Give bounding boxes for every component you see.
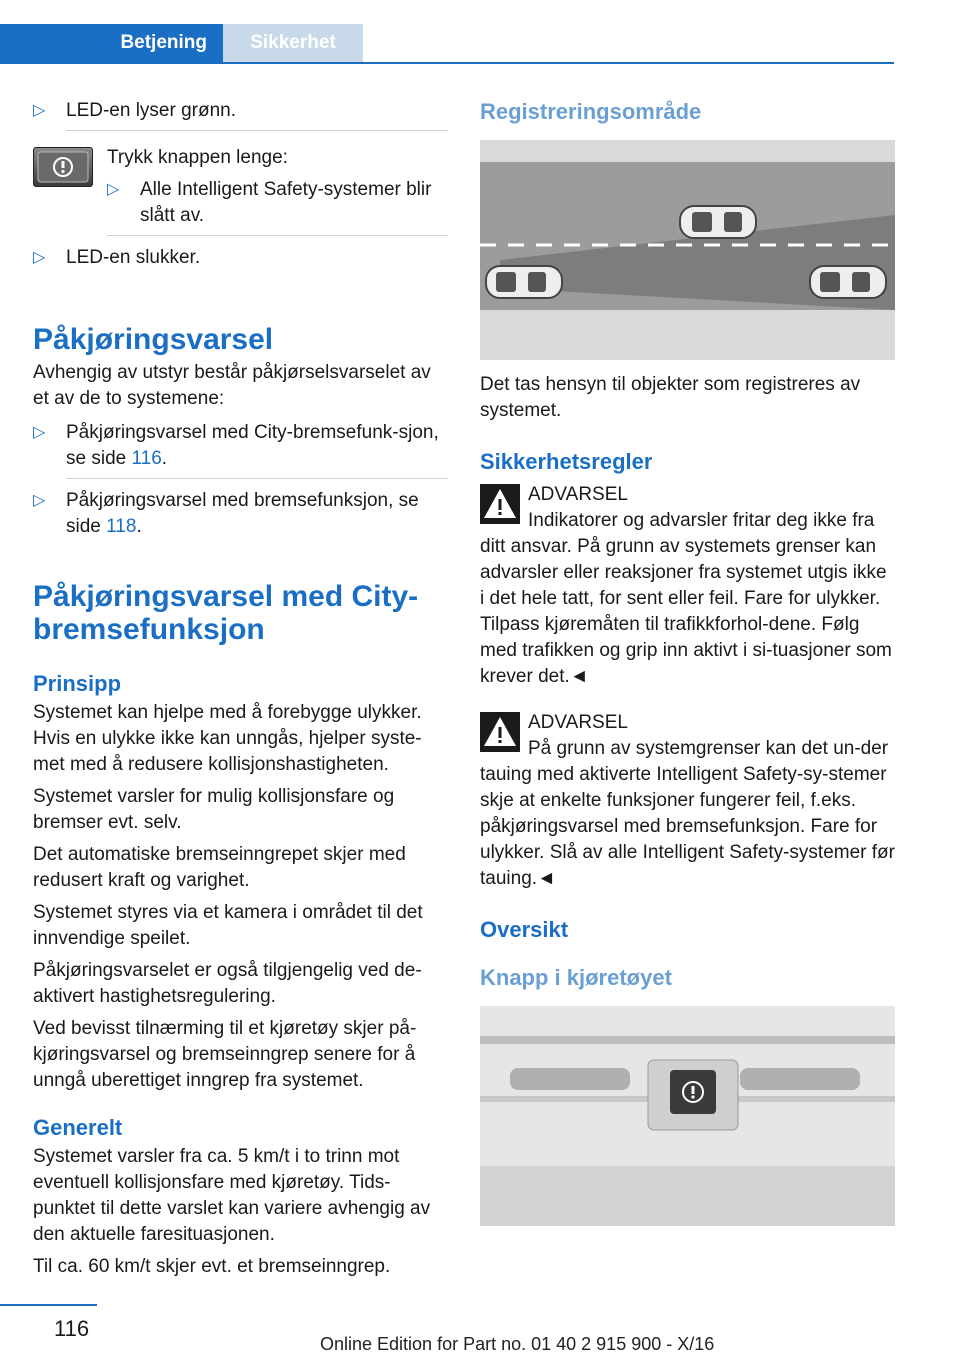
paragraph: Til ca. 60 km/t skjer evt. et bremseinngrep. (33, 1256, 391, 1277)
triangle-bullet-icon: ▷ (107, 181, 120, 198)
divider (66, 478, 448, 479)
car-detected-icon (810, 266, 886, 298)
safety-button-image (33, 147, 93, 187)
page-number: 116 (54, 1316, 90, 1341)
list-item: ▷ LED-en lyser grønn. (33, 98, 448, 124)
list-item: ▷ Alle Intelligent Safety-systemer blir slått av. (107, 179, 432, 226)
detection-area-figure (480, 140, 895, 360)
heading-button-in-vehicle: Knapp i kjøretøyet (480, 965, 672, 990)
warning-title: ADVARSEL (528, 712, 628, 733)
tab-sikkerhet[interactable]: Sikkerhet (223, 24, 363, 62)
intro-text: Avhengig av utstyr består påkjørselsvarselet av et av de to systemene: (33, 362, 431, 409)
triangle-bullet-icon: ▷ (33, 492, 46, 509)
page-link-116[interactable]: 116 (131, 448, 162, 469)
own-car-icon (486, 266, 562, 298)
warning-block (480, 482, 895, 508)
triangle-bullet-icon: ▷ (33, 102, 46, 119)
paragraph: Påkjøringsvarselet er også tilgjengelig ved de-aktivert hastighetsregulering. (33, 960, 422, 1007)
heading-detection-area: Registreringsområde (480, 99, 702, 124)
page-link-118[interactable]: 118 (106, 516, 137, 537)
warning-text: På grunn av systemgrenser kan det un-der tauing med aktiverte Intelligent Safety-sy-stemer skje at enkelte funksjoner fungerer feil, f.eks. påkjøringsvarsel med bremsefunksjon. Fare for ulykker. Slå av alle Intelligent Safety-systemer før tauing.◄ (480, 738, 895, 889)
car-ahead-icon (680, 206, 756, 238)
warning-block (480, 710, 895, 736)
vehicle-button-figure (480, 1006, 895, 1226)
press-long-text: Trykk knappen lenge: (107, 147, 288, 168)
warning-text: Indikatorer og advarsler fritar deg ikke fra ditt ansvar. På grunn av systemets grenser kan advarsler eller reaksjoner fra systemet utgis ikke i det hele tatt, for sent eller feil. Fare for ulykker. Tilpass kjøremåten til trafikkforhol-dene. Følg med trafikken og grip inn aktivt i si-tuasjoner som krever det.◄ (480, 510, 892, 687)
triangle-bullet-icon: ▷ (33, 249, 46, 266)
divider (107, 235, 448, 236)
left-column (33, 98, 448, 1280)
heading-safety-rules: Sikkerhetsregler (480, 449, 653, 474)
warning-triangle-icon (480, 484, 520, 524)
paragraph: Systemet varsler fra ca. 5 km/t i to trinn mot eventuell kollisjonsfare med kjøretøy. Tids-punktet til dette varslet kan variere avhengig av den aktuelle faresituasjonen. (33, 1146, 431, 1245)
heading-overview: Oversikt (480, 917, 569, 942)
chapter-tabbar (0, 24, 894, 64)
warning-triangle-icon (480, 712, 520, 752)
triangle-bullet-icon: ▷ (33, 424, 46, 441)
heading-general: Generelt (33, 1115, 123, 1140)
warning-title: ADVARSEL (528, 484, 628, 505)
tab-betjening[interactable]: Betjening (0, 24, 223, 62)
safety-button-icon (670, 1070, 716, 1114)
paragraph: Systemet styres via et kamera i området til det innvendige speilet. (33, 902, 423, 949)
right-column (480, 98, 895, 1226)
heading-principle: Prinsipp (33, 671, 122, 696)
footer-rule (0, 1304, 97, 1306)
paragraph: Ved bevisst tilnærming til et kjøretøy skjer på-kjøringsvarsel og bremseinngrep senere for å unngå uberettiget inngrep fra systemet. (33, 1018, 417, 1091)
heading-city-brake: Påkjøringsvarsel med City-bremsefunksjon (33, 580, 419, 646)
paragraph: Systemet varsler for mulig kollisjonsfare og bremser evt. selv. (33, 786, 395, 833)
divider (66, 130, 448, 131)
edition-footer: Online Edition for Part no. 01 40 2 915 900 - X/16 (320, 1334, 715, 1354)
heading-collision-warning: Påkjøringsvarsel (33, 323, 274, 356)
list-item: ▷ Påkjøringsvarsel med City-bremsefunk-sjon, se side 116. (33, 422, 439, 469)
list-item: ▷ LED-en slukker. (33, 245, 448, 271)
list-item: ▷ Påkjøringsvarsel med bremsefunksjon, se side 118. (33, 490, 419, 537)
button-instruction (33, 145, 448, 229)
detection-caption: Det tas hensyn til objekter som registreres av systemet. (480, 374, 861, 421)
paragraph: Det automatiske bremseinngrepet skjer med redusert kraft og varighet. (33, 844, 406, 891)
paragraph: Systemet kan hjelpe med å forebygge ulykker. Hvis en ulykke ikke kan unngås, hjelper syste-met med å redusere kollisjonshastigheten. (33, 702, 422, 775)
